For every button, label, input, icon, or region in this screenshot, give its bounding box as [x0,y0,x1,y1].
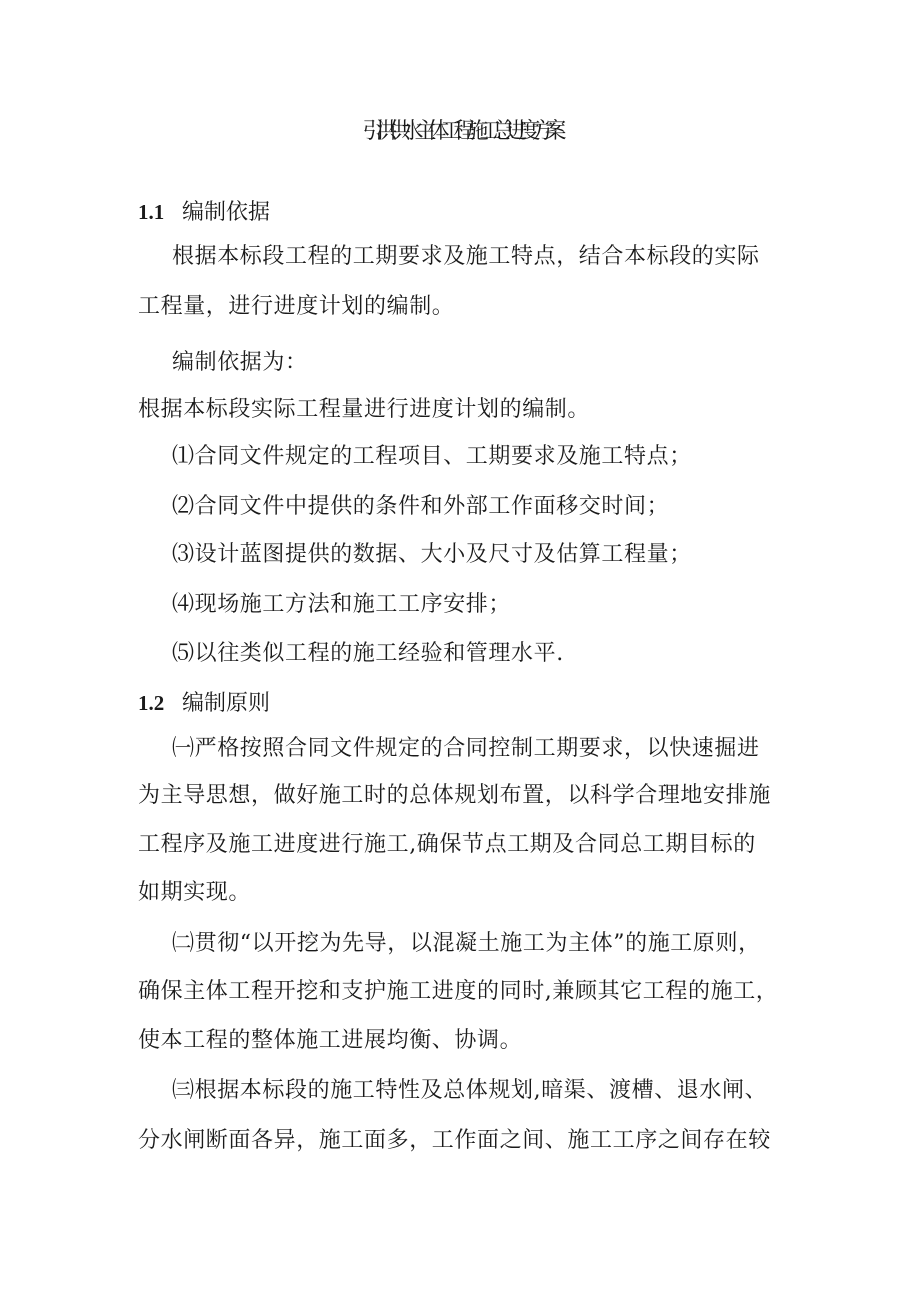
paragraph-line: 工程序及施工进度进行施工,确保节点工期及合同总工期目标的 [138,832,756,857]
list-item: ⑶设计蓝图提供的数据、大小及尺寸及估算工程量； [172,542,692,567]
paragraph-line: 分水闸断面各异，施工面多，工作面之间、施工工序之间存在较 [138,1128,771,1153]
paragraph-line: 工程量，进行进度计划的编制。 [138,294,455,319]
paragraph-line: 根据本标段实际工程量进行进度计划的编制。 [138,397,591,422]
document-title: 引洪供水主体工程施工总进度方案 [362,119,558,144]
paragraph-line: 为主导思想，做好施工时的总体规划布置，以科学合理地安排施 [138,783,771,808]
paragraph-line: 编制依据为： [172,350,308,375]
list-item: ⑷现场施工方法和施工工序安排； [172,592,512,617]
paragraph-line: 使本工程的整体施工进展均衡、协调。 [138,1028,523,1053]
section-number: 1.1 [138,200,165,224]
paragraph-line: 根据本标段工程的工期要求及施工特点，结合本标段的实际 [172,244,760,269]
paragraph-line: ㈡贯彻“以开挖为先导，以混凝土施工为主体”的施工原则， [172,931,761,956]
section-number: 1.2 [138,691,165,715]
section-heading-1-1 [138,196,270,229]
section-title: 编制原则 [182,691,271,716]
list-item: ⑸以往类似工程的施工经验和管理水平. [172,641,564,666]
section-heading-1-2 [138,687,270,720]
paragraph-line: 如期实现。 [138,880,252,905]
paragraph-line: ㈢根据本标段的施工特性及总体规划,暗渠、渡槽、退水闸、 [172,1078,768,1103]
list-item: ⑴合同文件规定的工程项目、工期要求及施工特点； [172,444,692,469]
paragraph-line: 确保主体工程开挖和支护施工进度的同时,兼顾其它工程的施工， [138,979,779,1004]
paragraph-line: ㈠严格按照合同文件规定的合同控制工期要求，以快速掘进 [172,736,760,761]
list-item: ⑵合同文件中提供的条件和外部工作面移交时间； [172,494,670,519]
section-title: 编制依据 [182,200,271,225]
